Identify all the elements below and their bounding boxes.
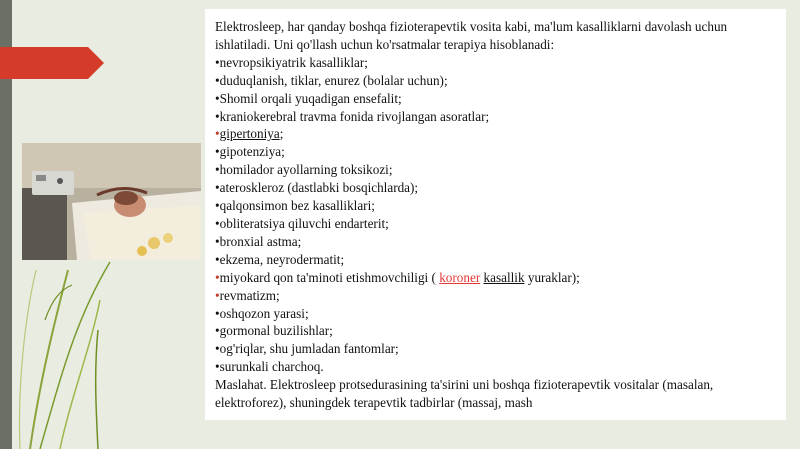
red-arrow-decoration <box>0 47 104 79</box>
list-item: •qalqonsimon bez kasalliklari; <box>215 198 375 214</box>
footer-paragraph: Maslahat. Elektrosleep protsedurasining ta'sirini uni boshqa fizioterapevtik vositalar (masalan, elektroforez), shuningdek terapevtik tadbirlar (massaj, mash <box>215 377 714 411</box>
bullet-icon: • <box>215 54 220 70</box>
list-item: •homilador ayollarning toksikozi; <box>215 162 393 178</box>
list-item: •surunkali charchoq. <box>215 359 324 375</box>
bullet-icon: • <box>215 269 220 285</box>
list-item: •ateroskleroz (dastlabki bosqichlarda); <box>215 180 419 196</box>
bullet-icon: • <box>215 359 220 375</box>
list-item: •og'riqlar, shu jumladan fantomlar; <box>215 341 399 357</box>
bullet-icon: • <box>215 144 220 160</box>
bullet-icon: • <box>215 180 220 196</box>
bullet-icon: • <box>215 323 220 339</box>
bullet-icon: • <box>215 233 220 249</box>
bullet-icon: • <box>215 215 220 231</box>
content-panel <box>205 9 786 420</box>
intro-paragraph: Elektrosleep, har qanday boshqa fizioterapevtik vosita kabi, ma'lum kasalliklarni davolash uchun ishlatiladi. Uni qo'llash uchun ko'rsatmalar terapiya hisoblanadi: <box>215 19 728 52</box>
list-item: •kraniokerebral travma fonida rivojlangan asoratlar; <box>215 108 490 124</box>
bullet-icon: • <box>215 341 220 357</box>
list-item: •nevropsikiyatrik kasalliklar; <box>215 54 368 70</box>
list-item: •revmatizm; <box>215 287 280 303</box>
list-item: •ekzema, neyrodermatit; <box>215 251 345 267</box>
bullet-icon: • <box>215 72 220 88</box>
list-item: •oshqozon yarasi; <box>215 305 309 321</box>
photo-illustration <box>22 143 201 260</box>
bullet-icon: • <box>215 305 220 321</box>
patient-electrosleep-photo <box>22 143 201 260</box>
list-item: •gipotenziya; <box>215 144 285 160</box>
bullet-icon: • <box>215 198 220 214</box>
list-item: •gipertoniya; <box>215 126 284 142</box>
bullet-icon: • <box>215 287 220 303</box>
list-item: •bronxial astma; <box>215 233 302 249</box>
list-item: •gormonal buzilishlar; <box>215 323 333 339</box>
list-item: •miyokard qon ta'minoti etishmovchiligi ( koroner kasallik yuraklar); <box>215 269 580 285</box>
bullet-icon: • <box>215 162 220 178</box>
kasallik-link[interactable]: kasallik <box>483 269 525 285</box>
list-item: •duduqlanish, tiklar, enurez (bolalar uchun); <box>215 72 448 88</box>
bullet-icon: • <box>215 126 220 142</box>
gipertoniya-link[interactable]: gipertoniya <box>219 126 280 142</box>
bullet-icon: • <box>215 90 220 106</box>
list-item: •obliteratsiya qiluvchi endarterit; <box>215 215 389 231</box>
koroner-link[interactable]: koroner <box>439 269 481 285</box>
bullet-icon: • <box>215 251 220 267</box>
list-item: •Shomil orqali yuqadigan ensefalit; <box>215 90 402 106</box>
bullet-icon: • <box>215 108 220 124</box>
slide-text <box>215 18 781 412</box>
